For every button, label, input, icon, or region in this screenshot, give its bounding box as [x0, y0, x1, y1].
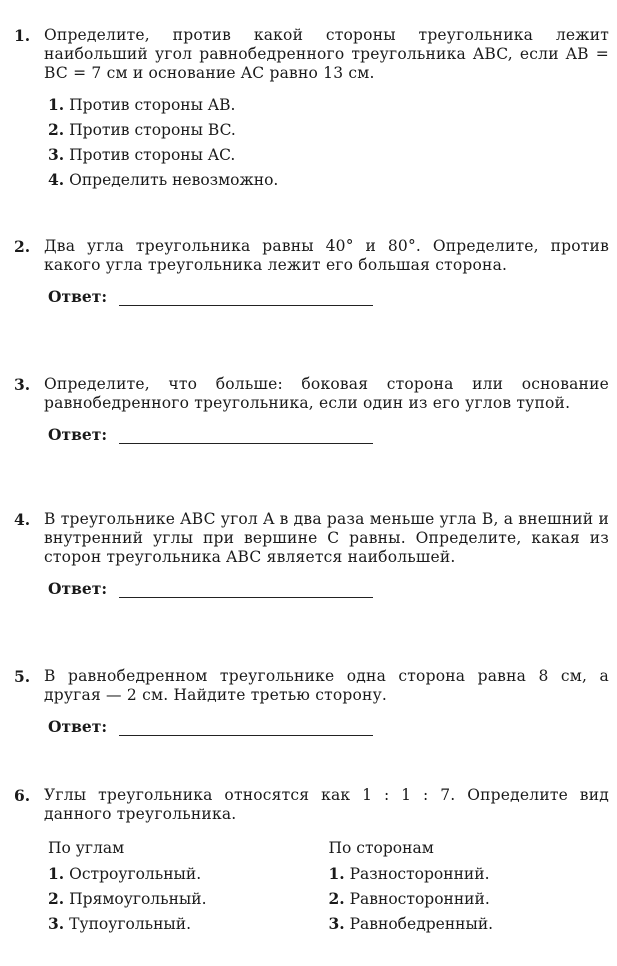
- answer-input[interactable]: [119, 585, 373, 598]
- option-text: Против стороны AB.: [69, 96, 236, 114]
- option-number: 3.: [328, 914, 345, 933]
- option-number: 1.: [328, 864, 345, 883]
- answer-row: [48, 287, 609, 306]
- answer-row: [48, 579, 609, 598]
- option-text: Тупоугольный.: [69, 915, 192, 933]
- question-6: [14, 786, 609, 936]
- option-item[interactable]: [329, 911, 610, 936]
- question-text: Углы треугольника относятся как 1 : 1 : 7. Определите вид данного треугольника.: [44, 786, 609, 823]
- question-number: 1.: [14, 26, 31, 45]
- question-number: 5.: [14, 667, 31, 686]
- option-number: 2.: [328, 889, 345, 908]
- option-item[interactable]: [48, 861, 329, 886]
- option-number: 1.: [48, 95, 65, 114]
- column-by-sides: [329, 836, 610, 936]
- option-number: 2.: [48, 889, 65, 908]
- option-item[interactable]: [329, 886, 610, 911]
- column-by-angles: [48, 836, 329, 936]
- answer-input[interactable]: [119, 723, 373, 736]
- option-item[interactable]: [329, 861, 610, 886]
- question-4: [14, 510, 609, 598]
- question-text: В треугольнике ABC угол A в два раза меньше угла B, а внешний и внутренний углы при вершине C равны. Определите, какая из сторон треугольника ABC является наибольшей.: [44, 510, 609, 566]
- answer-row: [48, 425, 609, 444]
- answer-input[interactable]: [119, 293, 373, 306]
- option-number: 2.: [48, 120, 65, 139]
- question-number: 3.: [14, 375, 31, 394]
- options-list: [48, 92, 609, 192]
- question-number: 6.: [14, 786, 31, 805]
- answer-label: Ответ:: [48, 579, 108, 598]
- option-text: Равносторонний.: [349, 890, 490, 908]
- question-number: 4.: [14, 510, 31, 529]
- question-text: В равнобедренном треугольнике одна сторона равна 8 см, а другая — 2 см. Найдите третью сторону.: [44, 667, 609, 704]
- answer-input[interactable]: [119, 431, 373, 444]
- option-item[interactable]: [48, 92, 609, 117]
- column-heading: По сторонам: [328, 839, 434, 857]
- question-number: 2.: [14, 237, 31, 256]
- classification-columns: [48, 836, 609, 936]
- option-text: Против стороны AC.: [69, 146, 236, 164]
- option-text: Разносторонний.: [349, 865, 490, 883]
- option-number: 3.: [48, 914, 65, 933]
- option-text: Остроугольный.: [69, 865, 202, 883]
- question-5: [14, 667, 609, 736]
- option-item[interactable]: [48, 142, 609, 167]
- option-text: Равнобедренный.: [349, 915, 494, 933]
- option-item[interactable]: [48, 911, 329, 936]
- question-1: [14, 26, 609, 192]
- option-text: Против стороны BC.: [69, 121, 236, 139]
- option-item[interactable]: [48, 167, 609, 192]
- option-number: 4.: [48, 170, 65, 189]
- option-item[interactable]: [48, 886, 329, 911]
- question-3: [14, 375, 609, 444]
- question-text: Определите, что больше: боковая сторона или основание равнобедренного треугольника, если один из его углов тупой.: [44, 375, 609, 412]
- question-text: Два угла треугольника равны 40° и 80°. Определите, против какого угла треугольника лежит его большая сторона.: [44, 237, 609, 274]
- answer-row: [48, 717, 609, 736]
- answer-label: Ответ:: [48, 425, 108, 444]
- option-text: Прямоугольный.: [69, 890, 207, 908]
- answer-label: Ответ:: [48, 717, 108, 736]
- option-number: 1.: [48, 864, 65, 883]
- column-heading: По углам: [48, 839, 125, 857]
- option-item[interactable]: [48, 117, 609, 142]
- option-text: Определить невозможно.: [69, 171, 279, 189]
- option-number: 3.: [48, 145, 65, 164]
- answer-label: Ответ:: [48, 287, 108, 306]
- question-2: [14, 237, 609, 306]
- question-text: Определите, против какой стороны треугольника лежит наибольший угол равнобедренного треугольника ABC, если AB = BC = 7 см и основание AC равно 13 см.: [44, 26, 609, 82]
